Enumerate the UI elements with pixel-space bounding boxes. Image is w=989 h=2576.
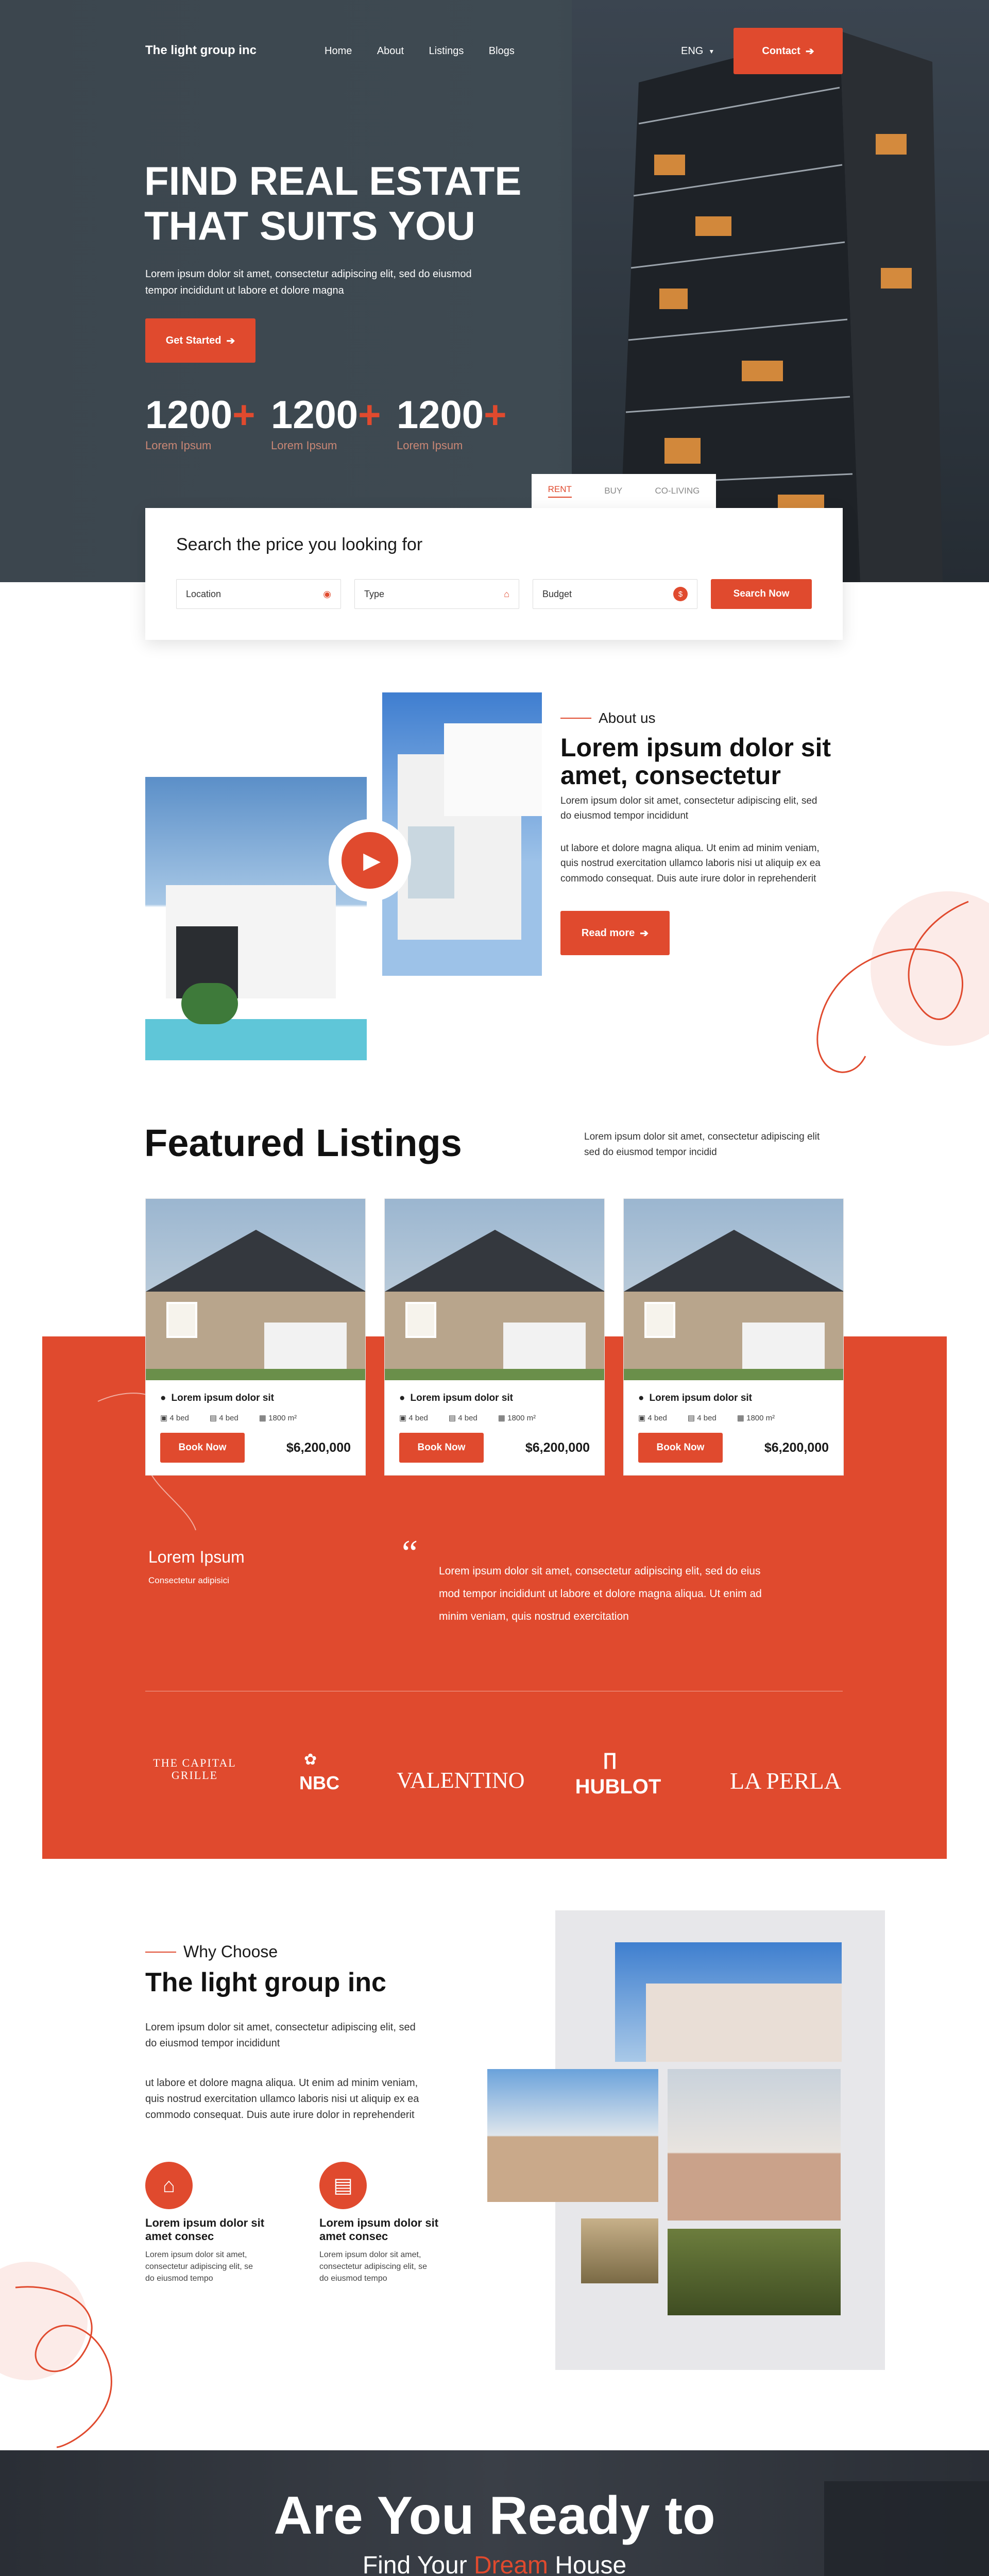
tab-co-living[interactable]: CO-LIVING (655, 486, 700, 496)
cta-title: Are You Ready to (274, 2486, 715, 2546)
partner-capital-grille: THE CAPITAL GRILLE (153, 1756, 236, 1782)
bath-count: ▤ 4 bed (209, 1414, 238, 1422)
counter-label: Lorem Ipsum (145, 439, 212, 452)
location-pin-icon: ◉ (323, 588, 331, 599)
about-p1-line1: Lorem ipsum dolor sit amet, consectetur adipiscing elit, sed (560, 795, 817, 806)
hublot-h-icon: ∏ (603, 1750, 617, 1769)
feature-desc-line2: consectetur adipiscing elit, se (145, 2262, 253, 2271)
counter-2 (271, 393, 381, 452)
read-more-button[interactable] (560, 911, 670, 955)
feature-1 (145, 2162, 269, 2284)
quote-icon: “ (402, 1533, 418, 1573)
area-value: 1800 m² (268, 1414, 297, 1422)
testimonial-quote (439, 1560, 762, 1628)
about-image-right (382, 692, 542, 976)
location-pin-icon: ● (638, 1393, 644, 1403)
area: ▦ 1800 m² (498, 1414, 536, 1422)
feature-desc-line2: consectetur adipiscing elit, se (319, 2262, 427, 2271)
book-now-button[interactable]: Book Now (638, 1433, 723, 1463)
feature-desc-line3: do eiusmod tempo (319, 2274, 387, 2283)
why-p2-line1: ut labore et dolore magna aliqua. Ut enim ad minim veniam, (145, 2077, 418, 2089)
why-p1-line2: do eiusmod tempor incididunt (145, 2038, 280, 2049)
area-value: 1800 m² (507, 1414, 536, 1422)
search-panel (145, 508, 843, 640)
quote-line2: mod tempor incididunt ut labore et dolore magna aliqua. Ut enim ad (439, 1588, 762, 1600)
hero-subtitle (145, 266, 472, 299)
play-icon: ▶ (342, 832, 398, 889)
feature-2 (319, 2162, 443, 2284)
bed-value: 4 bed (647, 1414, 667, 1422)
listing-title: Lorem ipsum dolor sit (410, 1393, 514, 1403)
listing-price: $6,200,000 (525, 1440, 590, 1455)
counter-plus: + (358, 393, 381, 437)
arrow-right-icon: ➔ (640, 927, 649, 939)
chevron-down-icon: ▼ (708, 47, 715, 55)
dollar-icon: $ (673, 587, 688, 601)
bed-value: 4 bed (408, 1414, 428, 1422)
listings-desc-line1: Lorem ipsum dolor sit amet, consectetur adipiscing elit (584, 1131, 820, 1142)
play-video-button[interactable] (329, 819, 411, 902)
language-label: ENG (681, 45, 704, 57)
decor-squiggle-left-2 (0, 2277, 155, 2452)
about-p2-line3: commodo consequat. Duis aute irure dolor in reprehenderit (560, 873, 816, 884)
search-title: Search the price you looking for (176, 535, 423, 554)
language-select[interactable] (681, 45, 714, 57)
bath-value: 4 bed (697, 1414, 717, 1422)
counter-value: 1200 (397, 393, 484, 437)
why-title: The light group inc (145, 1968, 386, 1997)
counter-label: Lorem Ipsum (397, 439, 463, 452)
tab-buy[interactable]: BUY (604, 486, 623, 496)
about-image-left (145, 777, 367, 1060)
listing-price: $6,200,000 (286, 1440, 351, 1455)
home-icon: ⌂ (504, 588, 509, 599)
listing-photo (385, 1199, 604, 1380)
nav-listings[interactable]: Listings (429, 45, 464, 57)
nav-home[interactable]: Home (325, 45, 352, 57)
why-p2-line2: quis nostrud exercitation ullamco laboris nisi ut aliquip ex ea (145, 2093, 419, 2105)
bed-count: ▣ 4 bed (160, 1414, 189, 1422)
location-field[interactable] (176, 579, 341, 609)
about-label-text: About us (599, 710, 656, 726)
contact-button[interactable] (734, 28, 843, 74)
nbc-peacock-icon: ✿ (304, 1751, 317, 1768)
cta-section (0, 2450, 989, 2576)
listing-title: Lorem ipsum dolor sit (171, 1393, 275, 1403)
quote-line1: Lorem ipsum dolor sit amet, consectetur adipiscing elit, sed do eius (439, 1565, 761, 1577)
hero-section (0, 0, 989, 582)
document-icon: ▤ (319, 2162, 367, 2209)
feature-desc-line3: do eiusmod tempo (145, 2274, 213, 2283)
counter-3 (397, 393, 507, 452)
get-started-label: Get Started (165, 334, 221, 346)
bath-value: 4 bed (458, 1414, 478, 1422)
listing-title: Lorem ipsum dolor sit (649, 1393, 753, 1403)
why-p1-line1: Lorem ipsum dolor sit amet, consectetur adipiscing elit, sed (145, 2022, 416, 2033)
partner-valentino: VALENTINO (397, 1768, 525, 1793)
hero-title (144, 159, 521, 249)
counter-1 (145, 393, 255, 452)
about-label (560, 710, 656, 726)
partner-nbc: NBC (299, 1772, 339, 1793)
counter-plus: + (232, 393, 255, 437)
about-title-line2: amet, consectetur (560, 761, 781, 790)
read-more-label: Read more (581, 927, 635, 939)
bed-value: 4 bed (169, 1414, 189, 1422)
book-now-button[interactable]: Book Now (399, 1433, 484, 1463)
listings-description (584, 1129, 820, 1161)
budget-label: Budget (542, 588, 572, 599)
feature-title-line2: amet consec (319, 2230, 388, 2243)
why-p2-line3: commodo consequat. Duis aute irure dolor in reprehenderit (145, 2109, 415, 2121)
quote-line3: minim veniam, quis nostrud exercitation (439, 1611, 629, 1623)
feature-title-line2: amet consec (145, 2230, 214, 2243)
cta-sub-accent: Dream (474, 2552, 549, 2576)
arrow-right-icon: ➔ (226, 335, 235, 347)
bath-count: ▤ 4 bed (448, 1414, 478, 1422)
hero-subtitle-line2: tempor incididunt ut labore et dolore magna (145, 285, 344, 296)
book-now-button[interactable]: Book Now (160, 1433, 245, 1463)
location-label: Location (186, 588, 221, 599)
area: ▦ 1800 m² (259, 1414, 297, 1422)
listing-photo (624, 1199, 843, 1380)
search-now-button[interactable]: Search Now (711, 579, 812, 609)
why-paragraph-1 (145, 2020, 416, 2052)
brand-logo[interactable]: The light group inc (145, 43, 257, 57)
bed-count: ▣ 4 bed (399, 1414, 428, 1422)
testimonial-role: Consectetur adipisici (148, 1575, 229, 1585)
why-image-collage (555, 1910, 885, 2370)
testimonial-name: Lorem Ipsum (148, 1548, 245, 1566)
hero-title-line2: THAT SUITS YOU (144, 203, 475, 249)
feature-title-line1: Lorem ipsum dolor sit (319, 2216, 439, 2229)
arrow-right-icon: ➔ (805, 45, 814, 57)
listings-desc-line2: sed do eiusmod tempor incidid (584, 1147, 717, 1158)
feature-title-line1: Lorem ipsum dolor sit (145, 2216, 265, 2229)
feature-desc-line1: Lorem ipsum dolor sit amet, (145, 2250, 247, 2259)
feature-desc-line1: Lorem ipsum dolor sit amet, (319, 2250, 421, 2259)
about-title (560, 734, 831, 789)
partner-la-perla: LA PERLA (730, 1768, 841, 1794)
about-paragraph-1 (560, 793, 817, 824)
about-p2-line1: ut labore et dolore magna aliqua. Ut enim ad minim veniam, (560, 843, 820, 854)
cta-sub-pre: Find Your (362, 2552, 474, 2576)
nav-blogs[interactable]: Blogs (488, 45, 515, 57)
why-label (145, 1942, 278, 1961)
listing-photo (146, 1199, 365, 1380)
type-field[interactable] (354, 579, 519, 609)
about-paragraph-2 (560, 841, 821, 886)
bed-count: ▣ 4 bed (638, 1414, 667, 1422)
decor-squiggle-right (788, 891, 989, 1097)
counter-value: 1200 (145, 393, 233, 437)
hero-subtitle-line1: Lorem ipsum dolor sit amet, consectetur adipiscing elit, sed do eiusmod (145, 268, 472, 280)
listing-card[interactable] (623, 1198, 844, 1476)
type-label: Type (364, 588, 385, 599)
location-pin-icon: ● (160, 1393, 166, 1403)
area: ▦ 1800 m² (737, 1414, 775, 1422)
cta-subtitle (0, 2551, 989, 2576)
budget-field[interactable] (533, 579, 697, 609)
counter-plus: + (484, 393, 507, 437)
listing-card[interactable] (145, 1198, 366, 1476)
bath-count: ▤ 4 bed (687, 1414, 717, 1422)
why-paragraph-2 (145, 2075, 419, 2123)
area-value: 1800 m² (746, 1414, 775, 1422)
bath-value: 4 bed (219, 1414, 238, 1422)
location-pin-icon: ● (399, 1393, 405, 1403)
why-label-text: Why Choose (183, 1942, 278, 1961)
counter-value: 1200 (271, 393, 359, 437)
main-nav (325, 45, 537, 57)
search-tabs (532, 474, 716, 508)
partner-hublot: HUBLOT (575, 1775, 661, 1798)
contact-label: Contact (762, 45, 800, 57)
cta-sub-post: House (548, 2552, 627, 2576)
hero-title-line1: FIND REAL ESTATE (144, 158, 522, 204)
listing-price: $6,200,000 (764, 1440, 829, 1455)
listings-title: Featured Listings (144, 1122, 462, 1164)
listing-card[interactable] (384, 1198, 605, 1476)
get-started-button[interactable] (145, 318, 255, 363)
about-title-line1: Lorem ipsum dolor sit (560, 733, 831, 762)
tab-rent[interactable]: RENT (548, 484, 572, 498)
about-p1-line2: do eiusmod tempor incididunt (560, 810, 689, 822)
about-p2-line2: quis nostrud exercitation ullamco laboris nisi ut aliquip ex ea (560, 858, 821, 869)
counter-label: Lorem Ipsum (271, 439, 337, 452)
nav-about[interactable]: About (377, 45, 404, 57)
building-icon: ⌂ (145, 2162, 193, 2209)
